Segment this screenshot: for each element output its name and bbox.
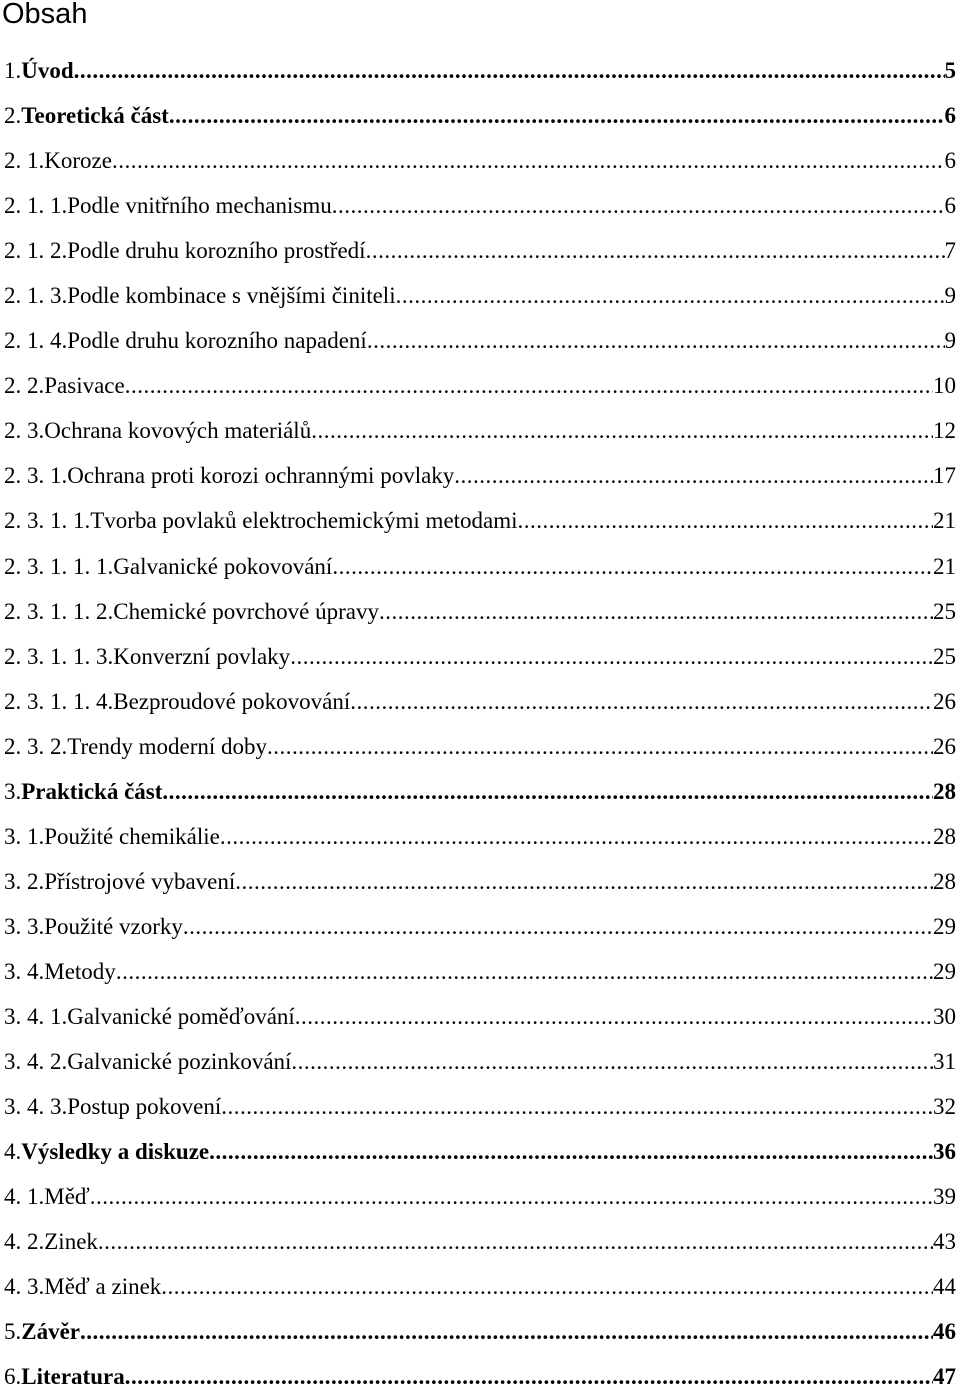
toc-entry-page-number: 26 — [933, 688, 956, 714]
toc-entry[interactable] — [4, 724, 956, 769]
dot-leader — [291, 1039, 933, 1084]
toc-entry[interactable] — [4, 1174, 956, 1219]
toc-entry-page-number: 6 — [944, 148, 956, 174]
toc-entry[interactable] — [4, 1039, 956, 1084]
toc-entry-number: 2. 3. 1. — [4, 463, 68, 489]
dot-leader — [235, 859, 933, 904]
toc-entry[interactable] — [4, 408, 956, 453]
toc-entry-title: Teoretická část — [21, 103, 169, 129]
toc-entry-title: Koroze — [44, 148, 112, 174]
toc-entry-page-number: 9 — [944, 283, 956, 309]
toc-entry-number: 2. 1. 4. — [4, 328, 68, 354]
toc-entry-title: Bezproudové pokovování — [113, 688, 351, 714]
toc-entry-title: Praktická část — [21, 778, 163, 804]
toc-entry[interactable] — [4, 453, 956, 498]
toc-entry-number: 6. — [4, 1364, 22, 1390]
toc-entry[interactable] — [4, 589, 956, 634]
toc-entry-page-number: 17 — [933, 463, 956, 489]
dot-leader — [332, 183, 945, 228]
toc-entry[interactable] — [4, 363, 956, 408]
toc-entry-number: 4. 1. — [4, 1184, 45, 1210]
toc-entry-page-number: 47 — [933, 1364, 956, 1390]
dot-leader — [267, 724, 933, 769]
toc-entry-page-number: 25 — [933, 598, 956, 624]
toc-entry-number: 2. 1. 3. — [4, 283, 68, 309]
toc-entry-page-number: 28 — [933, 868, 956, 894]
toc-entry[interactable] — [4, 1354, 956, 1399]
toc-entry-page-number: 43 — [933, 1229, 956, 1255]
toc-entry-page-number: 26 — [933, 733, 956, 759]
toc-entry[interactable] — [4, 1264, 956, 1309]
toc-entry-page-number: 36 — [933, 1139, 956, 1165]
toc-entry-number: 3. 1. — [4, 823, 45, 849]
toc-entry[interactable] — [4, 1219, 956, 1264]
toc-entry-page-number: 29 — [933, 913, 956, 939]
toc-entry-title: Metody — [44, 958, 116, 984]
toc-entry[interactable] — [4, 634, 956, 679]
dot-leader — [332, 544, 933, 589]
toc-entry-title: Měď a zinek — [44, 1274, 162, 1300]
toc-entry-title: Úvod — [21, 58, 74, 83]
toc-entry[interactable] — [4, 93, 956, 138]
toc-entry-page-number: 46 — [933, 1319, 956, 1345]
toc-entry-number: 2. 3. 1. 1. — [4, 508, 91, 534]
toc-entry-number: 3. 4. 1. — [4, 1003, 68, 1029]
toc-entry-title: Závěr — [21, 1319, 81, 1345]
dot-leader — [379, 589, 933, 634]
dot-leader — [169, 93, 945, 138]
toc-entry[interactable] — [4, 994, 956, 1039]
toc-entry-page-number: 12 — [933, 418, 956, 444]
toc-entry-title: Výsledky a diskuze — [21, 1139, 210, 1165]
dot-leader — [295, 994, 933, 1039]
toc-entry[interactable] — [4, 228, 956, 273]
toc-entry-page-number: 31 — [933, 1049, 956, 1075]
toc-entry-number: 2. 1. 2. — [4, 238, 68, 264]
dot-leader — [290, 634, 933, 679]
toc-entry-title: Chemické povrchové úpravy — [113, 598, 379, 624]
dot-leader — [220, 814, 933, 859]
toc-entry-page-number: 28 — [933, 778, 956, 804]
dot-leader — [116, 949, 933, 994]
toc-entry-number: 4. 3. — [4, 1274, 45, 1300]
dot-leader — [90, 1174, 933, 1219]
toc-entry[interactable] — [4, 183, 956, 228]
toc-entry-title: Postup pokovení — [67, 1094, 222, 1120]
toc-entry-number: 2. 3. — [4, 418, 45, 444]
toc-entry-number: 3. 4. — [4, 958, 45, 984]
toc-entry-number: 2. 2. — [4, 373, 45, 399]
table-of-contents — [4, 48, 956, 1399]
toc-entry-title: Galvanické poměďování — [67, 1003, 295, 1029]
toc-entry-number: 2. 1. 1. — [4, 193, 68, 219]
toc-entry-title: Ochrana proti korozi ochrannými povlaky — [67, 463, 455, 489]
dot-leader — [367, 318, 945, 363]
toc-entry-page-number: 10 — [933, 373, 956, 399]
toc-entry-number: 4. — [4, 1139, 22, 1165]
dot-leader — [98, 1219, 933, 1264]
toc-entry-number: 3. 2. — [4, 868, 45, 894]
toc-entry-title: Použité chemikálie — [44, 823, 220, 849]
toc-entry[interactable] — [4, 318, 956, 363]
toc-entry[interactable] — [4, 949, 956, 994]
toc-entry[interactable] — [4, 544, 956, 589]
toc-entry-number: 3. 3. — [4, 913, 45, 939]
dot-leader — [162, 769, 933, 814]
toc-entry-number: 2. 3. 1. 1. 4. — [4, 688, 114, 714]
dot-leader — [518, 498, 933, 543]
dot-leader — [311, 408, 933, 453]
toc-entry[interactable] — [4, 138, 956, 183]
toc-entry[interactable] — [4, 679, 956, 724]
toc-entry[interactable] — [4, 814, 956, 859]
dot-leader — [80, 1309, 933, 1354]
toc-entry-title: Galvanické pozinkování — [67, 1049, 292, 1075]
toc-entry[interactable] — [4, 498, 956, 543]
toc-entry-title: Podle druhu korozního napadení — [67, 328, 367, 354]
toc-entry-title: Konverzní povlaky — [113, 643, 291, 669]
dot-leader — [454, 453, 933, 498]
toc-entry-title: Literatura — [21, 1364, 125, 1390]
toc-entry-number: 4. 2. — [4, 1229, 45, 1255]
toc-entry-title: Zinek — [44, 1229, 98, 1255]
toc-entry-title: Galvanické pokovování — [113, 553, 333, 579]
toc-entry-number: 2. 3. 1. 1. 3. — [4, 643, 114, 669]
toc-entry-title: Trendy moderní doby — [67, 733, 268, 759]
page-title: Obsah — [2, 0, 88, 30]
toc-entry-title: Ochrana kovových materiálů — [44, 418, 312, 444]
toc-entry-page-number: 44 — [933, 1274, 956, 1300]
dot-leader — [366, 228, 945, 273]
toc-entry[interactable] — [4, 769, 956, 814]
toc-entry-page-number: 39 — [933, 1184, 956, 1210]
dot-leader — [396, 273, 945, 318]
toc-entry-page-number: 21 — [933, 553, 956, 579]
toc-entry[interactable] — [4, 859, 956, 904]
dot-leader — [183, 904, 933, 949]
toc-entry-page-number: 9 — [944, 328, 956, 354]
toc-entry-title: Přístrojové vybavení — [44, 868, 236, 894]
toc-entry-title: Měď — [44, 1184, 90, 1210]
dot-leader — [125, 1354, 933, 1399]
dot-leader — [125, 363, 933, 408]
toc-entry-title: Pasivace — [44, 373, 125, 399]
toc-entry-number: 3. 4. 2. — [4, 1049, 68, 1075]
toc-entry-number: 2. 3. 1. 1. 2. — [4, 598, 114, 624]
toc-entry-number: 2. 1. — [4, 148, 45, 174]
toc-entry-number: 2. 3. 2. — [4, 733, 68, 759]
toc-entry-title: Tvorba povlaků elektrochemickými metodami — [90, 508, 518, 534]
dot-leader — [74, 48, 945, 93]
toc-entry-page-number: 7 — [944, 238, 956, 264]
toc-entry-number: 3. — [4, 778, 22, 804]
toc-entry-number: 3. 4. 3. — [4, 1094, 68, 1120]
dot-leader — [209, 1129, 933, 1174]
toc-entry-page-number: 30 — [933, 1003, 956, 1029]
toc-entry-number: 2. — [4, 103, 22, 129]
dot-leader — [350, 679, 933, 724]
toc-entry-page-number: 5 — [944, 58, 956, 83]
toc-entry[interactable] — [4, 1084, 956, 1129]
toc-entry-number: 5. — [4, 1319, 22, 1345]
toc-entry-title: Podle kombinace s vnějšími činiteli — [67, 283, 396, 309]
dot-leader — [221, 1084, 933, 1129]
toc-entry-title: Podle druhu korozního prostředí — [67, 238, 366, 264]
toc-entry-title: Použité vzorky — [44, 913, 183, 939]
toc-entry[interactable] — [4, 48, 956, 93]
toc-entry[interactable] — [4, 273, 956, 318]
toc-entry-page-number: 21 — [933, 508, 956, 534]
dot-leader — [161, 1264, 933, 1309]
toc-entry-page-number: 29 — [933, 958, 956, 984]
dot-leader — [112, 138, 945, 183]
toc-entry-title: Podle vnitřního mechanismu — [67, 193, 332, 219]
toc-entry[interactable] — [4, 1309, 956, 1354]
toc-entry-number: 1. — [4, 58, 22, 83]
toc-entry-number: 2. 3. 1. 1. 1. — [4, 553, 114, 579]
toc-entry-page-number: 6 — [944, 193, 956, 219]
toc-entry-page-number: 6 — [944, 103, 956, 129]
toc-entry-page-number: 28 — [933, 823, 956, 849]
toc-entry-page-number: 32 — [933, 1094, 956, 1120]
toc-entry[interactable] — [4, 1129, 956, 1174]
toc-entry-page-number: 25 — [933, 643, 956, 669]
toc-entry[interactable] — [4, 904, 956, 949]
